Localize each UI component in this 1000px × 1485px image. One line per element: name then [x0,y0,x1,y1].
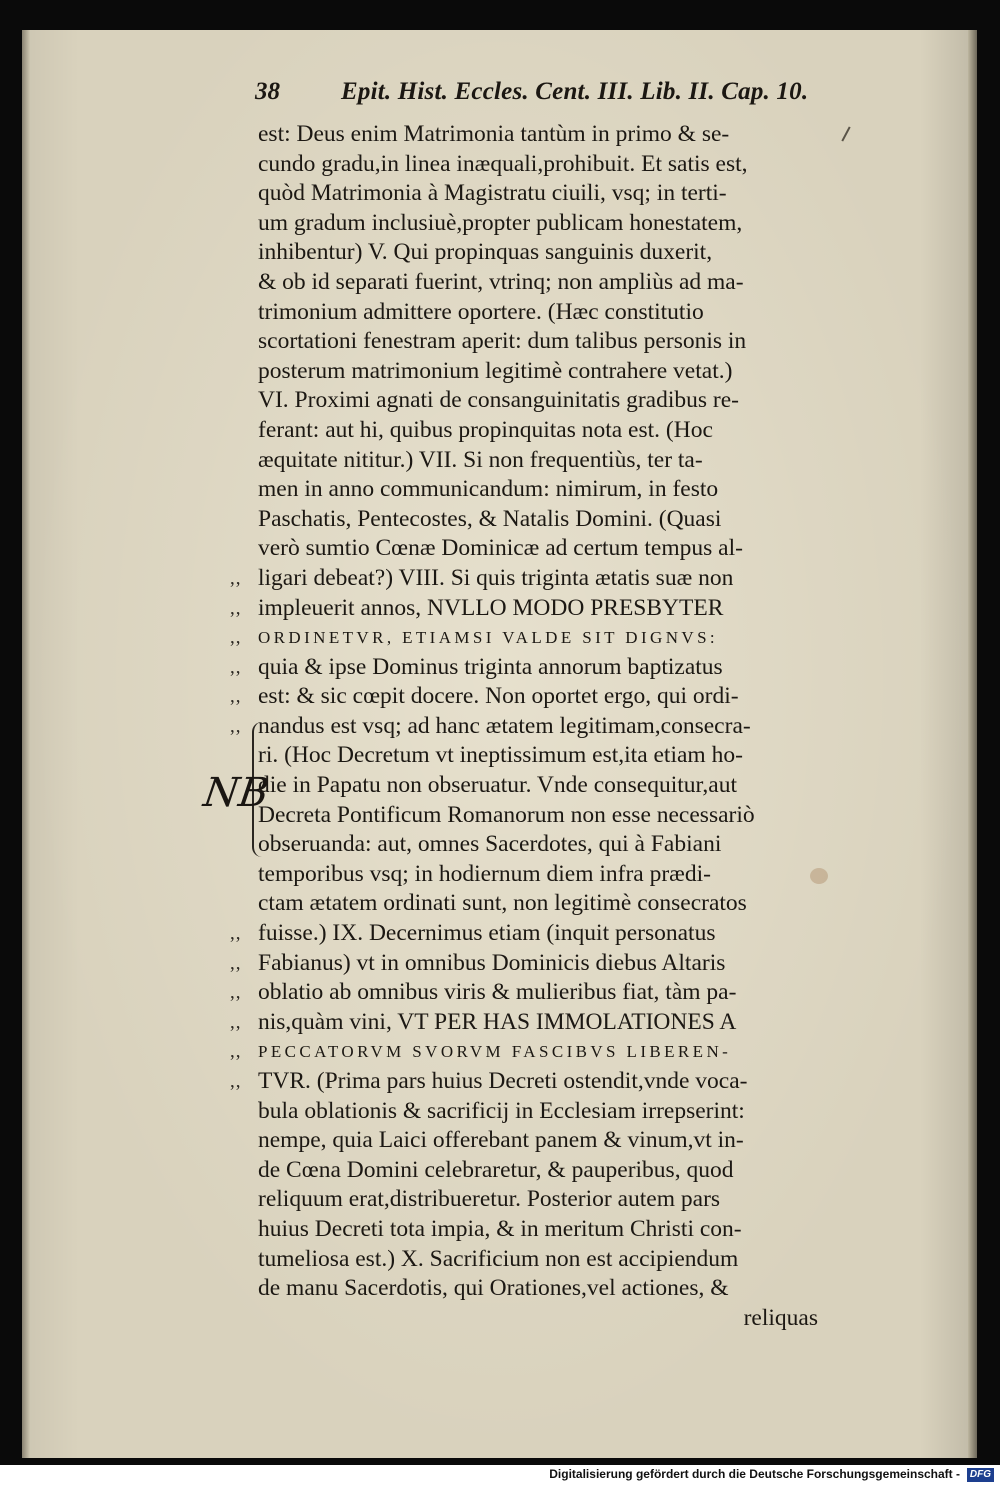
text-line [258,150,818,180]
line-text: huius Decreti tota impia, & in meritum Christi con- [258,1215,742,1242]
line-text: inhibentur) V. Qui propinquas sanguinis duxerit, [258,239,713,266]
text-line [258,446,818,476]
quotation-mark: ,, [230,567,242,589]
quotation-mark: ,, [230,952,242,974]
line-text: PECCATORVM SVORVM FASCIBVS LIBEREN- [258,1042,732,1062]
text-line [258,209,818,239]
text-line [230,623,818,653]
line-text: Fabianus) vt in omnibus Dominicis diebus Altaris [258,949,726,976]
page-header [255,78,815,118]
text-line [230,712,818,742]
line-text: ferant: aut hi, quibus propinquitas nota est. (Hoc [258,416,713,443]
text-line [258,1215,818,1245]
text-line [258,238,818,268]
line-text: um gradum inclusiuè,propter publicam honestatem, [258,209,743,236]
text-line [258,298,818,328]
handwritten-nb-annotation: NB [200,770,272,816]
line-text: reliquum erat,distribueretur. Posterior autem pars [258,1186,721,1213]
line-text: trimonium admittere oportere. (Hæc constitutio [258,298,704,325]
text-line [230,1037,818,1067]
line-text: & ob id separati fuerint, vtrinq; non ampliùs ad ma- [258,268,744,295]
line-text: Decreta Pontificum Romanorum non esse necessariò [258,801,755,828]
line-text: de manu Sacerdotis, qui Orationes,vel actiones, & [258,1275,729,1302]
line-text: quòd Matrimonia à Magistratu ciuili, vsq; in terti- [258,180,727,207]
text-line [258,741,818,771]
line-text: ligari debeat?) VIII. Si quis triginta ætatis suæ non [258,564,734,591]
quotation-mark: ,, [230,686,242,708]
footer-credit: Digitalisierung gefördert durch die Deutsche Forschungsgemeinschaft - [549,1467,960,1481]
quotation-mark: ,, [230,982,242,1004]
page-edge-left [22,30,30,1458]
quotation-mark: ,, [230,715,242,737]
text-line [230,1067,818,1097]
text-line [258,1156,818,1186]
line-text: ctam ætatem ordinati sunt, non legitimè consecratos [258,890,747,917]
line-text: scortationi fenestram aperit: dum talibus personis in [258,328,747,355]
line-text: cundo gradu,in linea inæquali,prohibuit. Et satis est, [258,150,748,177]
quotation-mark: ,, [230,923,242,945]
text-line [258,860,818,890]
running-head: Epit. Hist. Eccles. Cent. III. Lib. II. Cap. 10. [341,78,809,105]
text-line [258,889,818,919]
footer-bar [0,1465,1000,1485]
text-line [230,1008,818,1038]
text-line [230,594,818,624]
line-text: TVR. (Prima pars huius Decreti ostendit,vnde voca- [258,1068,748,1094]
text-line [258,1274,818,1304]
text-line [258,1245,818,1275]
line-text: nandus est vsq; ad hanc ætatem legitimam,consecra- [258,712,751,739]
quotation-mark: ,, [230,656,242,678]
line-text: ORDINETVR, ETIAMSI VALDE SIT DIGNVS: [258,628,719,648]
line-text: æquitate nititur.) VII. Si non frequentiùs, ter ta- [258,446,703,473]
text-line [258,179,818,209]
line-text: obseruanda: aut, omnes Sacerdotes, qui à Fabiani [258,831,722,858]
line-text: posterum matrimonium legitimè contrahere vetat.) [258,357,733,384]
text-line [230,682,818,712]
line-text: ri. (Hoc Decretum vt ineptissimum est,ita etiam ho- [258,742,743,769]
line-text: nis,quàm vini, VT PER HAS IMMOLATIONES A [258,1008,737,1035]
text-line [230,978,818,1008]
line-text: men in anno communicandum: nimirum, in festo [258,476,719,503]
catchword: reliquas [743,1304,818,1331]
text-line [258,327,818,357]
quotation-mark: ,, [230,597,242,619]
page-number: 38 [255,78,280,105]
quotation-mark: ,, [230,1041,242,1063]
text-line [258,416,818,446]
text-line [230,919,818,949]
text-line [230,949,818,979]
line-text: verò sumtio Cœnæ Dominicæ ad certum tempus al- [258,535,743,562]
text-line [258,475,818,505]
line-text: fuisse.) IX. Decernimus etiam (inquit personatus [258,920,716,947]
line-text: impleuerit annos, NVLLO MODO PRESBYTER [258,594,724,621]
text-line [230,653,818,683]
line-text: tumeliosa est.) X. Sacrificium non est accipiendum [258,1245,739,1272]
line-text: est: & sic cœpit docere. Non oportet ergo, qui ordi- [258,683,739,710]
text-line [258,771,818,801]
text-line [258,386,818,416]
text-line [258,120,818,150]
line-text: Paschatis, Pentecostes, & Natalis Domini. (Quasi [258,505,722,532]
page-edge-right [968,30,977,1458]
quotation-mark: ,, [230,1011,242,1033]
text-line [258,357,818,387]
text-line [258,830,818,860]
quotation-mark: ,, [230,627,242,649]
dfg-logo: DFG [967,1468,994,1482]
text-line [258,534,818,564]
text-line [258,801,818,831]
line-text: de Cœna Domini celebraretur, & pauperibus, quod [258,1156,734,1183]
line-text: VI. Proximi agnati de consanguinitatis gradibus re- [258,387,739,414]
text-line [258,1126,818,1156]
line-text: die in Papatu non obseruatur. Vnde consequitur,aut [258,772,737,799]
line-text: bula oblationis & sacrificij in Ecclesiam irrepserint: [258,1097,745,1124]
line-text: temporibus vsq; in hodiernum diem infra prædi- [258,860,711,887]
line-text: oblatio ab omnibus viris & mulieribus fiat, tàm pa- [258,979,737,1006]
line-text: quia & ipse Dominus triginta annorum baptizatus [258,653,723,680]
text-line [258,1097,818,1127]
line-text: est: Deus enim Matrimonia tantùm in primo & se- [258,121,730,147]
text-line [258,505,818,535]
quotation-mark: ,, [230,1071,242,1092]
text-line [230,564,818,594]
text-line [258,1185,818,1215]
line-text: nempe, quia Laici offerebant panem & vinum,vt in- [258,1127,744,1154]
text-line [258,268,818,298]
